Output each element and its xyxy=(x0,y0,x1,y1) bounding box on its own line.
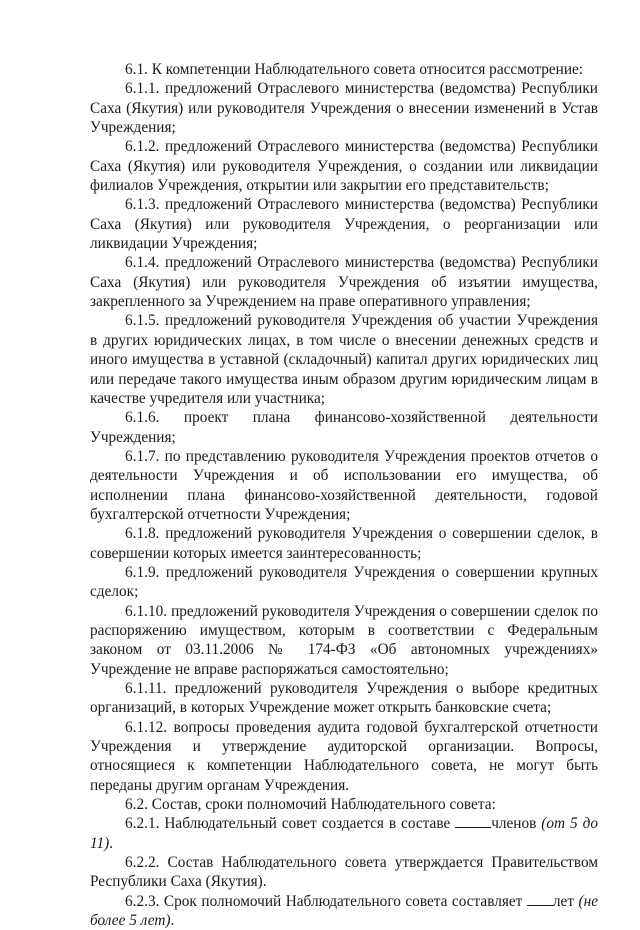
paragraph-6-1-10: 6.1.10. предложений руководителя Учреждения о совершении сделок по распоряжению имуществом, которым в соответствии с Федеральным законом от 03.11.2006 № 174-ФЗ «Об автономных учреждениях» Учреждение не вправе распоряжаться самостоятельно; xyxy=(90,602,598,678)
paragraph-6-1-5: 6.1.5. предложений руководителя Учреждения об участии Учреждения в других юридических лицах, в том числе о внесении денежных средств и иного имущества в уставной (складочный) капитал других юридических лиц или передаче такого имущества иным образом другим юридическим лицам в качестве учредителя или участника; xyxy=(90,312,598,407)
paragraph-6-1-2: 6.1.2. предложений Отраслевого министерства (ведомства) Республики Саха (Якутия) или руководителя Учреждения, о создании или ликвидации филиалов Учреждения, открытии или закрытии его представительств; xyxy=(90,138,598,195)
paragraph-6-1-7: 6.1.7. по представлению руководителя Учреждения проектов отчетов о деятельности Учреждения и об использовании его имущества, об исполнении плана финансово-хозяйственной деятельности, годовой бухгалтерской отчетности Учреждения; xyxy=(90,447,598,523)
paragraph-6-1-6: 6.1.6. проект плана финансово-хозяйственной деятельности Учреждения; xyxy=(90,409,598,446)
paragraph-6-2-2: 6.2.2. Состав Наблюдательного совета утверждается Правительством Республики Саха (Якутия). xyxy=(90,854,598,891)
paragraph-6-1-1: 6.1.1. предложений Отраслевого министерства (ведомства) Республики Саха (Якутия) или руководителя Учреждения о внесении изменений в Устав Учреждения; xyxy=(90,80,598,137)
paragraph-6-2-3-unit: лет xyxy=(552,892,579,910)
members-count-blank xyxy=(455,814,491,828)
paragraph-6-1-4: 6.1.4. предложений Отраслевого министерства (ведомства) Республики Саха (Якутия) или руководителя Учреждения об изъятии имущества, закрепленного за Учреждением на праве оперативного управления; xyxy=(90,254,598,311)
paragraph-6-2-3-text: 6.2.3. Срок полномочий Наблюдательного совета составляет xyxy=(125,892,527,910)
paragraph-6-2-3-end: . xyxy=(170,912,175,930)
paragraph-6-2-1-unit: членов xyxy=(491,815,542,833)
paragraph-6-2-3 xyxy=(90,892,598,930)
paragraph-6-1-9: 6.1.9. предложений руководителя Учреждения о совершении крупных сделок; xyxy=(90,563,598,601)
term-years-blank xyxy=(527,892,553,906)
paragraph-6-1: 6.1. К компетенции Наблюдательного совета относится рассмотрение: xyxy=(125,61,584,78)
paragraph-6-1-8: 6.1.8. предложений руководителя Учреждения о совершении сделок, в совершении которых имеется заинтересованность; xyxy=(90,525,598,562)
paragraph-6-1-3: 6.1.3. предложений Отраслевого министерства (ведомства) Республики Саха (Якутия) или руководителя Учреждения, о реорганизации или ликвидации Учреждения; xyxy=(90,196,598,253)
document-page xyxy=(90,60,598,930)
paragraph-6-1-12: 6.1.12. вопросы проведения аудита годовой бухгалтерской отчетности Учреждения и утверждение аудиторской организации. Вопросы, относящиеся к компетенции Наблюдательного совета, не могут быть переданы другим органам Учреждения. xyxy=(90,718,598,794)
paragraph-6-2-1-note: (от 5 до 11) xyxy=(90,815,598,852)
paragraph-6-2-1-end: . xyxy=(109,834,114,852)
paragraph-6-2: 6.2. Состав, сроки полномочий Наблюдательного совета: xyxy=(125,796,496,814)
paragraph-6-1-11: 6.1.11. предложений руководителя Учреждения о выборе кредитных организаций, в которых Учреждение может открыть банковские счета; xyxy=(90,680,598,717)
paragraph-6-2-1-text: 6.2.1. Наблюдательный совет создается в составе xyxy=(125,815,456,833)
paragraph-6-2-1 xyxy=(90,814,598,853)
paragraph-6-2-3-note: (не более 5 лет) xyxy=(90,892,599,930)
